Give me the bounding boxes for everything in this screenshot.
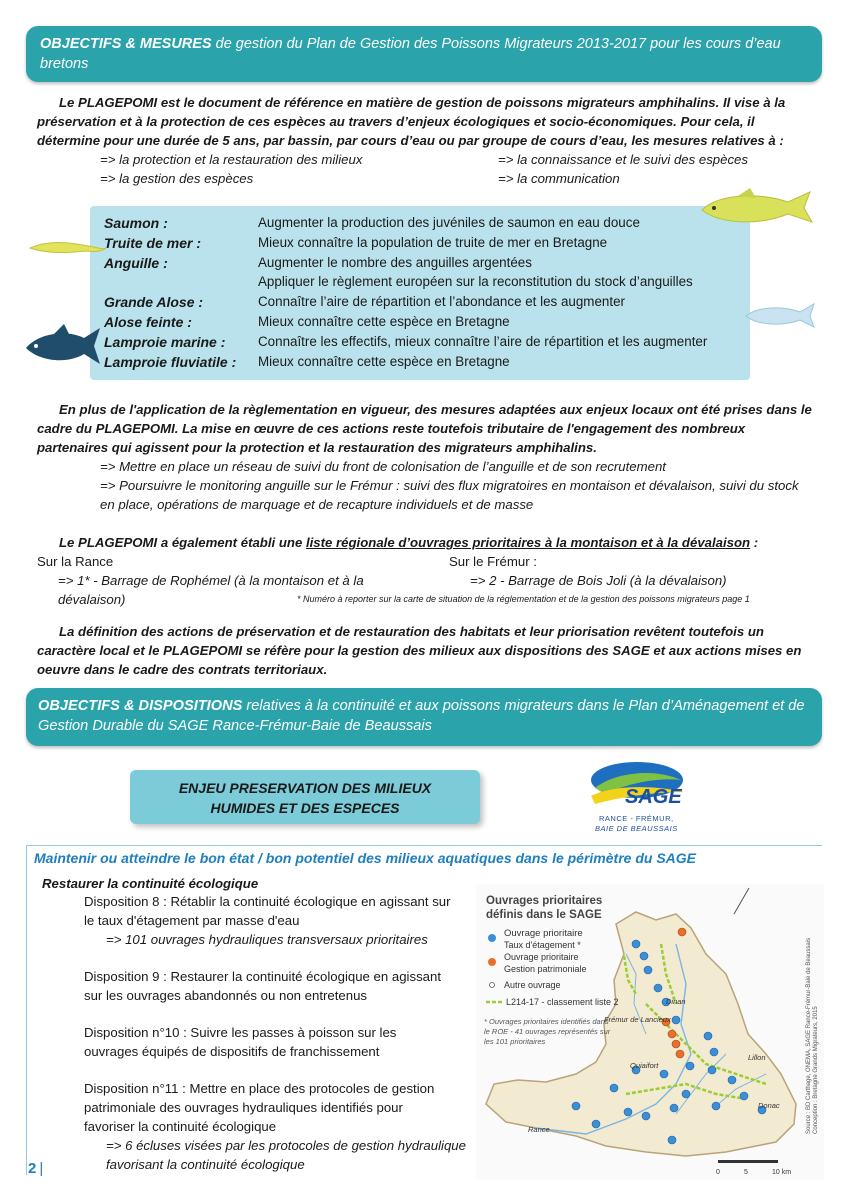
map-source: Source : BD Carthage, ONEMA, SAGE Rance-Frémur-Baie de Beaussais xyxy=(806,937,812,1134)
measure-1: => la protection et la restauration des milieux xyxy=(100,152,363,167)
habitat-paragraph: La définition des actions de préservation et de restauration des habitats et leur priorisation revêtent toutefois un caractère local et le PLAGEPOMI se réfère pour la gestion des milieux aux dispositions des SAGE et aux actions mises en oeuvre dans le cadre des contrats territoriaux. xyxy=(37,624,802,677)
scale-0: 0 xyxy=(716,1169,720,1176)
measure-bullet-2: => Poursuivre le monitoring anguille sur le Frémur : suivi des flux migratoires en montaison et dévalaison, suivi du stock en place, opérations de marquage et de recapture individuels et de masse xyxy=(100,478,799,512)
salmon-illustration xyxy=(698,186,818,232)
page-number xyxy=(28,1160,43,1177)
fremur-item: => 2 - Barrage de Bois Joli (à la dévalaison) xyxy=(470,573,727,588)
section-frame-top xyxy=(26,845,822,846)
lamprey-illustration xyxy=(22,322,102,370)
species-row xyxy=(104,272,754,292)
priority-lead: Le PLAGEPOMI a également établi une xyxy=(59,535,306,550)
measure-bullet-1: => Mettre en place un réseau de suivi du front de colonisation de l’anguille et de son recrutement xyxy=(100,459,666,474)
priority-underlined: liste régionale d’ouvrages prioritaires à la montaison et à la dévalaison xyxy=(305,535,751,550)
banner-title-rest: de gestion du Plan de Gestion des Poissons Migrateurs 2013-2017 pour les cours d’eau bretons xyxy=(40,36,781,72)
map-graphic xyxy=(476,884,824,1180)
scale-5: 5 xyxy=(744,1169,748,1176)
species-name: Lamproie fluviatile : xyxy=(104,354,237,370)
species-row xyxy=(104,253,754,272)
species-name: Saumon : xyxy=(104,215,168,231)
measures-paragraph: En plus de l'application de la règlementation en vigueur, des mesures adaptées aux enjeux locaux ont été prises dans le cadre du PLAGEPOMI. La mise en œuvre de ces actions reste toutefois tributaire de l'engagement des nombreux partenaires qui agissent pour la protection et la restauration des migrateurs amphihalins. xyxy=(37,402,812,455)
map-note-2: le ROE - 41 ouvrages représentés sur xyxy=(484,1027,611,1036)
legend-2: Taux d'étagement * xyxy=(504,940,581,950)
species-name: Truite de mer : xyxy=(104,235,201,251)
legend-4: Gestion patrimoniale xyxy=(504,964,587,974)
scale-10: 10 km xyxy=(772,1169,792,1176)
intro-paragraph: Le PLAGEPOMI est le document de référence en matière de gestion de poissons migrateurs amphihalins. Il vise à la préservation et à la protection de ces espèces au travers d’enjeux écologiques et socio-économiques. Pour cela, il détermine pour une durée de 5 ans, par bassin, par cours d’eau ou par groupe de cours d’eau, les mesures relatives à : xyxy=(37,95,786,148)
priority-works-map xyxy=(476,884,824,1180)
scale-bar xyxy=(718,1160,778,1163)
eel-illustration xyxy=(28,236,108,258)
map-title-2: définis dans le SAGE xyxy=(486,909,602,921)
species-row xyxy=(104,332,754,352)
map-credit: Conception : Bretagne Grands Migrateurs, 2015 xyxy=(813,1006,819,1134)
legend-3: Ouvrage prioritaire xyxy=(504,952,579,962)
species-objective: Connaître les effectifs, mieux connaître l’aire de répartition et les augmenter xyxy=(258,334,708,349)
species-list xyxy=(104,213,754,372)
legend-orange-marker xyxy=(488,958,496,966)
shad-illustration xyxy=(744,300,816,330)
sage-logo-line2: BAIE DE BEAUSSAIS xyxy=(595,824,678,833)
legend-1: Ouvrage prioritaire xyxy=(504,928,583,939)
species-row xyxy=(104,233,754,253)
map-title-1: Ouvrages prioritaires xyxy=(486,895,603,907)
measure-2: => la connaissance et le suivi des espèces xyxy=(498,152,748,167)
enjeu-line-1: ENJEU PRESERVATION DES MILIEUX xyxy=(178,780,432,796)
disposition-11: Disposition n°11 : Mettre en place des protocoles de gestion patrimoniale des ouvrages hydrauliques identifiés pour favoriser la continuité écologique xyxy=(84,1081,435,1134)
species-objective: Augmenter la production des juvéniles de saumon en eau douce xyxy=(258,215,640,230)
place-dinan: Dinan xyxy=(666,997,686,1006)
disposition-10: Disposition n°10 : Suivre les passes à poisson sur les ouvrages équipés de dispositifs de franchissement xyxy=(84,1025,397,1059)
sage-logo-line1: RANCE - FRÉMUR, xyxy=(599,814,674,823)
species-objective: Mieux connaître la population de truite de mer en Bretagne xyxy=(258,235,608,250)
species-objective: Mieux connaître cette espèce en Bretagne xyxy=(258,314,510,329)
species-row xyxy=(104,352,754,372)
measure-3: => la gestion des espèces xyxy=(100,171,254,186)
species-row xyxy=(104,312,754,332)
species-name: Grande Alose : xyxy=(104,294,204,310)
page-number-separator: | xyxy=(39,1160,44,1177)
place-lillon: Lillon xyxy=(748,1053,766,1062)
legend-blue-marker xyxy=(488,934,496,942)
section-frame-left xyxy=(26,845,27,1175)
species-name: Anguille : xyxy=(104,255,168,271)
sage-logo-word: SAGE xyxy=(625,786,682,808)
top-banner xyxy=(26,26,822,82)
enjeu-line-2: HUMIDES ET DES ESPECES xyxy=(210,800,400,816)
section-subheading: Restaurer la continuité écologique xyxy=(42,876,259,891)
enjeu-box xyxy=(130,770,480,824)
place-quiaifort: Quiaifort xyxy=(630,1061,659,1070)
fremur-label: Sur le Frémur : xyxy=(449,554,537,569)
species-name: Alose feinte : xyxy=(104,314,192,330)
place-rance: Rance xyxy=(528,1125,550,1134)
legend-6: L214-17 - classement liste 2 xyxy=(506,997,619,1007)
page-number-value: 2 xyxy=(28,1160,37,1177)
disposition-11-result: => 6 écluses visées par les protocoles de gestion hydraulique favorisant la continuité écologique xyxy=(106,1138,466,1172)
legend-5: Autre ouvrage xyxy=(504,980,561,990)
disposition-8-result: => 101 ouvrages hydrauliques transversaux prioritaires xyxy=(106,932,428,947)
disposition-9: Disposition 9 : Restaurer la continuité écologique en agissant sur les ouvrages abandonnés ou non entretenus xyxy=(84,969,442,1003)
sage-banner xyxy=(26,688,822,746)
species-objective: Augmenter le nombre des anguilles argentées xyxy=(258,255,532,270)
rance-label: Sur la Rance xyxy=(37,554,114,569)
banner2-title-bold: OBJECTIFS & DISPOSITIONS xyxy=(38,698,243,714)
map-note-1: * Ouvrages prioritaires identifiés dans xyxy=(484,1017,609,1026)
priority-works-paragraph xyxy=(59,533,819,552)
priority-tail: : xyxy=(750,535,759,550)
species-name: Lamproie marine : xyxy=(104,334,226,350)
banner-title-bold: OBJECTIFS & MESURES xyxy=(40,36,212,52)
footnote: * Numéro à reporter sur la carte de situation de la réglementation et de la gestion des poissons migrateurs page 1 xyxy=(297,594,750,604)
species-row xyxy=(104,213,754,233)
place-donac: Donac xyxy=(758,1101,780,1110)
disposition-8: Disposition 8 : Rétablir la continuité écologique en agissant sur le taux d'étagement par masse d'eau xyxy=(84,894,451,928)
place-fremur: Frémur de Lancieux xyxy=(604,1015,671,1024)
map-note-3: les 101 prioritaires xyxy=(484,1037,546,1046)
species-objective: Connaître l’aire de répartition et l’abondance et les augmenter xyxy=(258,294,625,309)
banner2-title-rest: relatives à la continuité et aux poissons migrateurs dans le Plan d’Aménagement et de Gestion Durable du SAGE Rance-Frémur-Baie de Beaussais xyxy=(38,698,805,734)
rance-item: => 1* - Barrage de Rophémel (à la montaison et à la dévalaison) xyxy=(58,573,364,607)
sage-logo xyxy=(585,758,695,840)
section-title: Maintenir ou atteindre le bon état / bon potentiel des milieux aquatiques dans le périmètre du SAGE xyxy=(34,850,696,866)
legend-other-marker xyxy=(490,983,495,988)
measure-4: => la communication xyxy=(498,171,620,186)
species-row xyxy=(104,292,754,312)
species-objective: Mieux connaître cette espèce en Bretagne xyxy=(258,354,510,369)
species-objective: Appliquer le règlement européen sur la reconstitution du stock d’anguilles xyxy=(258,274,693,289)
